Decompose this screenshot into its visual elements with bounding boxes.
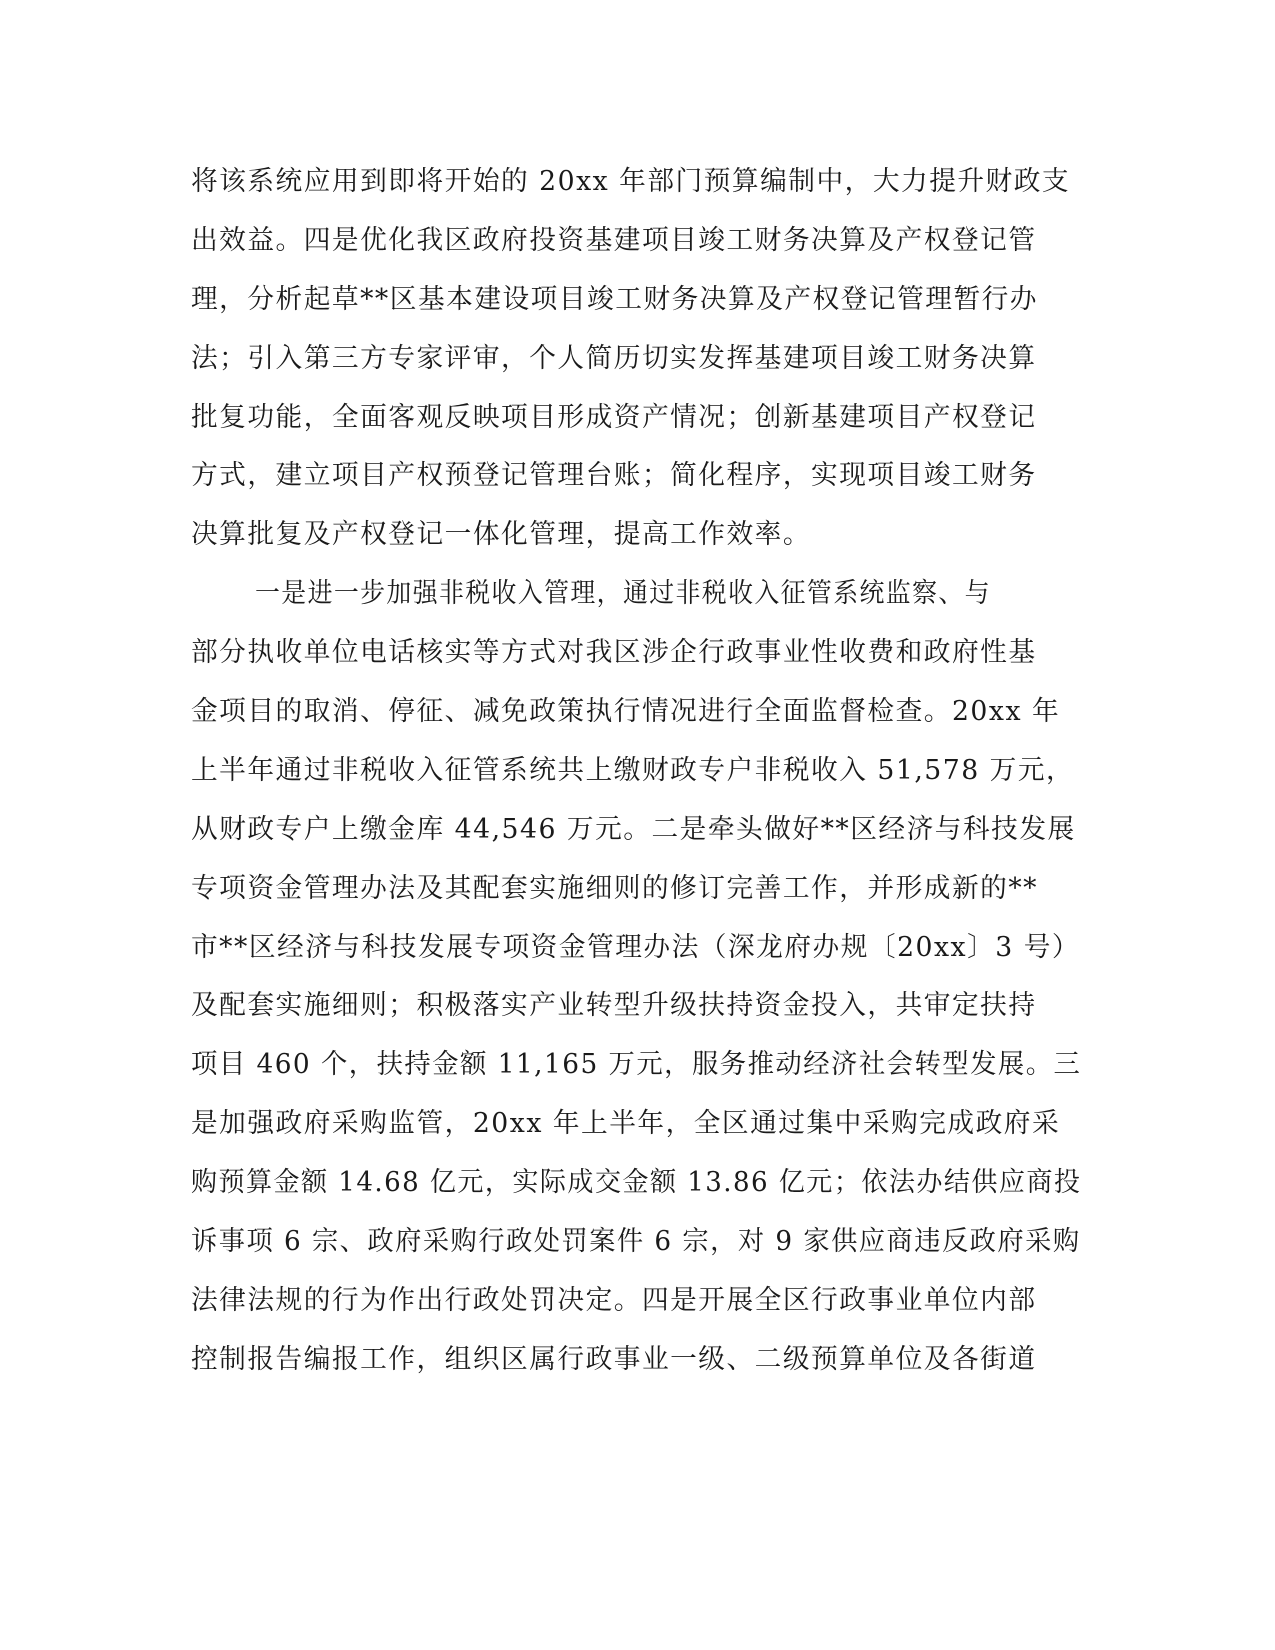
text-line: 法；引入第三方专家评审，个人简历切实发挥基建项目竣工财务决算: [191, 343, 1037, 374]
text-line: 理，分析起草**区基本建设项目竣工财务决算及产权登记管理暂行办: [191, 284, 1038, 315]
paragraph-first-line: 一是进一步加强非税收入管理，通过非税收入征管系统监察、与: [255, 578, 991, 609]
text-line: 出效益。四是优化我区政府投资基建项目竣工财务决算及产权登记管: [191, 225, 1037, 256]
text-line: 及配套实施细则；积极落实产业转型升级扶持资金投入，共审定扶持: [191, 990, 1037, 1021]
text-line: 专项资金管理办法及其配套实施细则的修订完善工作，并形成新的**: [191, 873, 1038, 904]
text-line: 金项目的取消、停征、减免政策执行情况进行全面监督检查。20xx 年: [191, 696, 1061, 727]
text-line: 决算批复及产权登记一体化管理，提高工作效率。: [191, 519, 812, 550]
text-line: 从财政专户上缴金库 44,546 万元。二是牵头做好**区经济与科技发展: [191, 814, 1076, 845]
text-line: 项目 460 个，扶持金额 11,165 万元，服务推动经济社会转型发展。三: [191, 1049, 1082, 1080]
text-line: 方式，建立项目产权预登记管理台账；简化程序，实现项目竣工财务: [191, 460, 1037, 491]
text-line: 法律法规的行为作出行政处罚决定。四是开展全区行政事业单位内部: [191, 1285, 1037, 1316]
text-line: 将该系统应用到即将开始的 20xx 年部门预算编制中，大力提升财政支: [191, 166, 1071, 197]
text-line: 是加强政府采购监管，20xx 年上半年，全区通过集中采购完成政府采: [191, 1108, 1061, 1139]
text-line: 部分执收单位电话核实等方式对我区涉企行政事业性收费和政府性基: [191, 637, 1037, 668]
text-line: 控制报告编报工作，组织区属行政事业一级、二级预算单位及各街道: [191, 1344, 1037, 1375]
text-line: 上半年通过非税收入征管系统共上缴财政专户非税收入 51,578 万元，: [191, 755, 1075, 786]
text-line: 购预算金额 14.68 亿元，实际成交金额 13.86 亿元；依法办结供应商投: [191, 1167, 1082, 1198]
text-line: 诉事项 6 宗、政府采购行政处罚案件 6 宗，对 9 家供应商违反政府采购: [191, 1226, 1081, 1257]
text-line: 批复功能，全面客观反映项目形成资产情况；创新基建项目产权登记: [191, 402, 1037, 433]
text-line: 市**区经济与科技发展专项资金管理办法（深龙府办规〔20xx〕3 号）: [191, 932, 1081, 963]
